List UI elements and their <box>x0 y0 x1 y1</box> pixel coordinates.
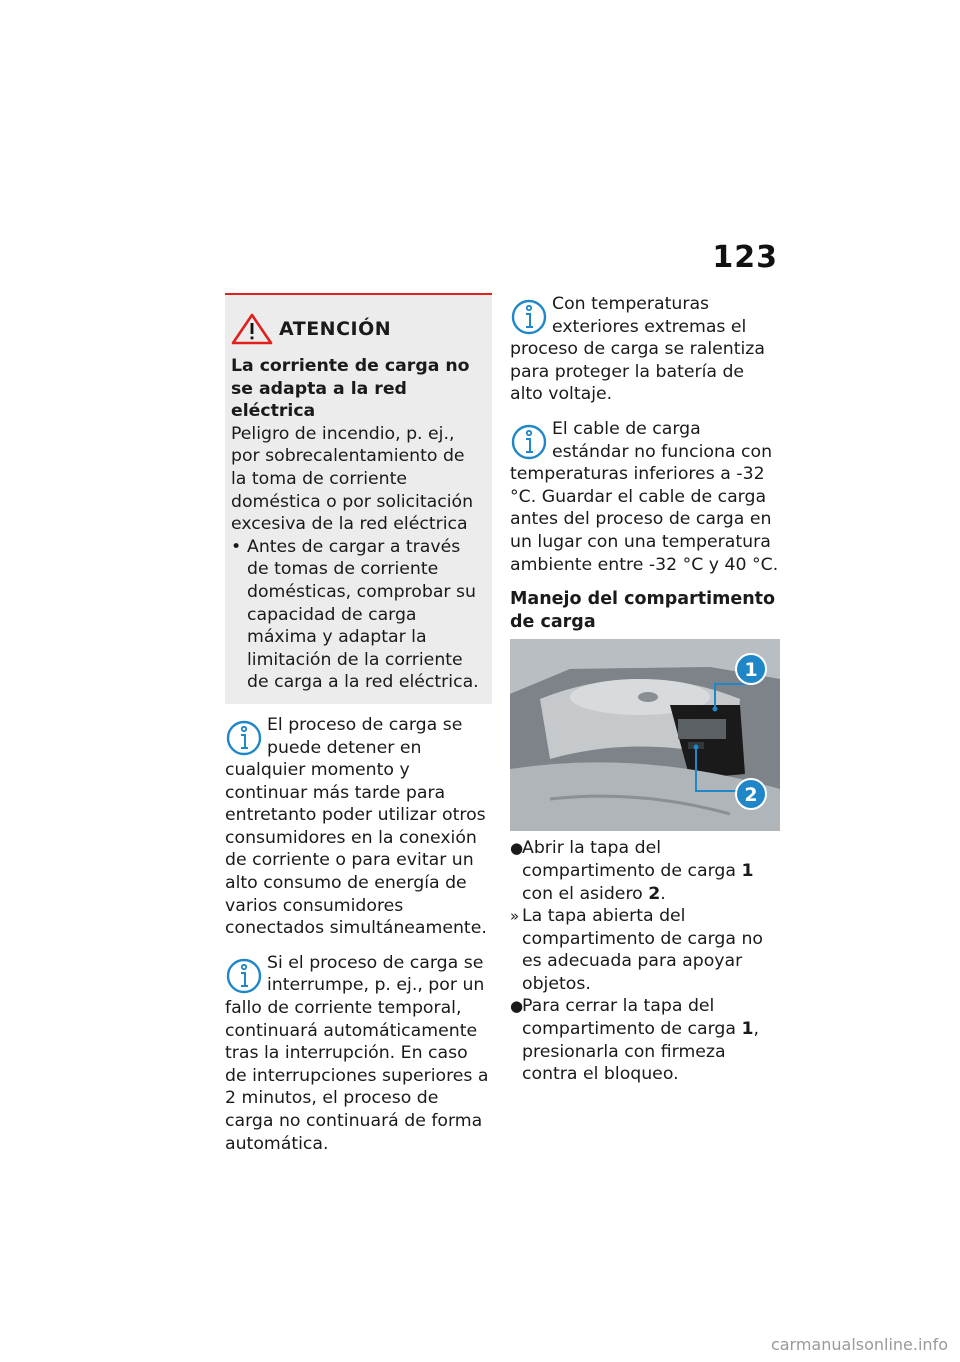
step-text-part: con el asidero <box>522 883 649 904</box>
warning-text: Peligro de incendio, p. ej., por sobrecalentamiento de la toma de corriente doméstica o por solicitación excesiva de la red eléctrica <box>231 423 474 535</box>
step-text-part: . <box>660 883 666 904</box>
step-mark: ● <box>510 997 524 1016</box>
step-text-part: Para cerrar la tapa del compartimento de carga <box>522 996 742 1040</box>
step-ref: 1 <box>741 1019 754 1040</box>
step-text-part: Abrir la tapa del compartimento de carga <box>522 838 742 881</box>
step-ref: 2 <box>648 883 661 904</box>
page-number: 123 <box>712 240 778 275</box>
step-text: La tapa abierta del compartimento de carga no es adecuada para apoyar objetos. <box>522 906 763 994</box>
info-note-cable <box>510 418 780 576</box>
info-icon <box>510 296 548 336</box>
info-icon <box>510 421 548 461</box>
left-column <box>225 293 492 1167</box>
step-text <box>522 995 780 1085</box>
warning-box <box>225 293 492 704</box>
warning-bullet-text: Antes de cargar a través de tomas de corriente domésticas, comprobar su capacidad de carga máxima y adaptar la limitación de la corriente de carga a la red eléctrica. <box>247 536 479 693</box>
warning-title: ATENCIÓN <box>279 317 392 340</box>
step-text-part: , presionarla con firmeza contra el bloqueo. <box>522 1019 759 1085</box>
info-note-interruption <box>225 952 492 1155</box>
step-ref: 1 <box>741 860 754 881</box>
step-mark: ● <box>510 839 524 858</box>
info-icon <box>225 717 263 757</box>
step-open-lid <box>510 837 780 905</box>
watermark: carmanualsonline.info <box>770 1335 948 1354</box>
callout-1: 1 <box>744 659 758 682</box>
right-column <box>510 293 780 1086</box>
callout-2: 2 <box>744 784 758 807</box>
step-close-lid <box>510 995 780 1085</box>
info-note-text: Con temperaturas exteriores extremas el proceso de carga se ralentiza para proteger la batería de alto voltaje. <box>510 294 765 405</box>
warning-triangle-icon <box>231 313 273 345</box>
step-text <box>522 837 780 905</box>
bullet-mark: • <box>231 536 242 557</box>
info-note-stop-charging <box>225 714 492 940</box>
step-mark: » <box>510 907 520 926</box>
step-result <box>510 905 780 995</box>
warning-header <box>231 313 482 345</box>
info-note-text: El proceso de carga se puede detener en cualquier momento y continuar más tarde para entretanto poder utilizar otros consumidores en la conexión de corriente o para evitar un alto consumo de energía de varios consumidores conectados simultáneamente. <box>225 714 487 939</box>
info-note-text: Si el proceso de carga se interrumpe, p. ej., por un fallo de corriente temporal, continuará automáticamente tras la interrupción. En caso de interrupciones superiores a 2 minutos, el proceso de carga no continuará de forma automática. <box>225 952 489 1154</box>
warning-subtitle: La corriente de carga no se adapta a la red eléctrica <box>231 356 470 422</box>
info-icon <box>225 955 263 995</box>
info-note-temperature <box>510 293 780 406</box>
charging-compartment-photo <box>510 639 780 831</box>
warning-bullet <box>231 536 482 694</box>
info-note-text: El cable de carga estándar no funciona con temperaturas inferiores a -32 °C. Guardar el cable de carga antes del proceso de carga en un lugar con una temperatura ambiente entre -32 °C y 40 °C. <box>510 418 779 575</box>
section-title: Manejo del compartimento de carga <box>510 589 776 632</box>
